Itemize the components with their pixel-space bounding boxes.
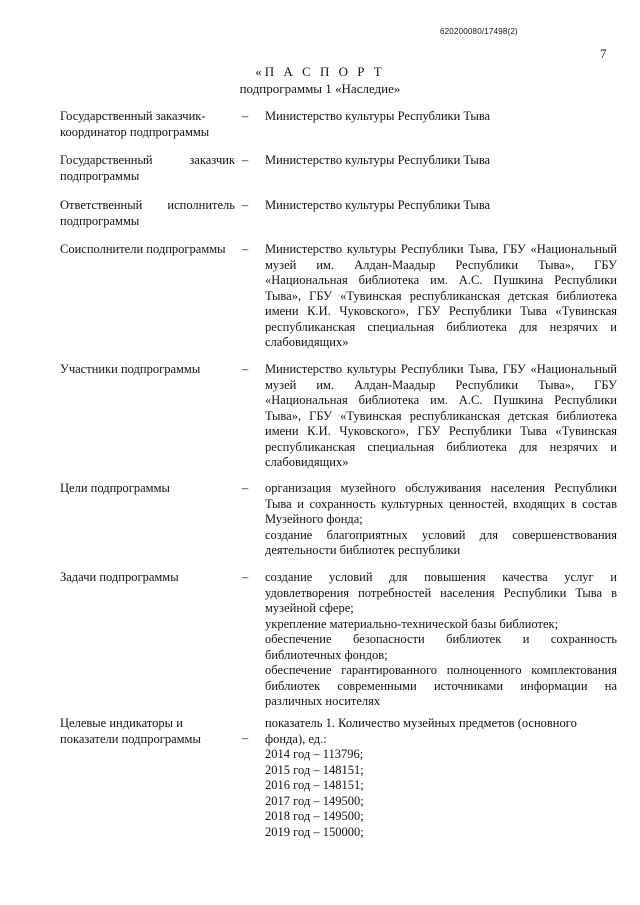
value-line: 2019 год – 150000; [265, 824, 364, 839]
row-dash: – [242, 198, 249, 212]
value-line: 2014 год – 113796; [265, 747, 364, 761]
row-label: Государственный заказчик подпрограммы [60, 153, 235, 183]
value-line: создание благоприятных условий для совершенствования деятельности библиотек республики [265, 527, 617, 557]
row-value [265, 153, 617, 169]
row-value [265, 481, 617, 559]
row-value [265, 716, 617, 840]
row-label: Государственный заказчик-координатор подпрограммы [60, 109, 210, 139]
value-line: 2015 год – 148151; [265, 762, 364, 777]
row-label: Ответственный исполнитель подпрограммы [60, 198, 235, 228]
passport-subtitle: подпрограммы 1 «Наследие» [239, 81, 401, 96]
row-dash: – [242, 570, 249, 584]
row-label: Соисполнители подпрограммы [60, 242, 226, 256]
row-dash: – [242, 731, 249, 745]
value-line: обеспечение безопасности библиотек и сохранность библиотечных фондов; [265, 632, 617, 662]
value-line: Министерство культуры Республики Тыва [265, 198, 491, 212]
row-value [265, 198, 617, 214]
row-value [265, 570, 617, 710]
value-line: обеспечение гарантированного полноценного комплектования библиотек современными источниками информации на различных носителях [265, 663, 617, 708]
doc-number: 620200080/17498(2) [440, 27, 518, 36]
value-line: 2016 год – 148151; [265, 778, 364, 792]
row-dash: – [242, 153, 249, 167]
row-value [265, 242, 617, 351]
value-line: Министерство культуры Республики Тыва [265, 109, 491, 123]
row-label: Участники подпрограммы [60, 362, 201, 376]
value-line: Министерство культуры Республики Тыва, ГБУ «Национальный музей им. Алдан-Маадыр Республики Тыва», ГБУ «Национальная библиотека им. А.С. Пушкина Республики Тыва», ГБУ «Тувинская республиканская детская библиотека имени К.И. Чуковского», ГБУ Республики Тыва «Тувинская республиканская специальная библиотека для незрячих и слабовидящих» [265, 242, 617, 349]
row-label: Задачи подпрограммы [60, 570, 179, 584]
row-value [265, 362, 617, 471]
value-line: Министерство культуры Республики Тыва, ГБУ «Национальный музей им. Алдан-Маадыр Республики Тыва», ГБУ «Национальная библиотека им. А.С. Пушкина Республики Тыва», ГБУ «Тувинская республиканская детская библиотека имени К.И. Чуковского», ГБУ Республики Тыва «Тувинская республиканская специальная библиотека для незрячих и слабовидящих» [265, 362, 617, 469]
value-line: Министерство культуры Республики Тыва [265, 153, 491, 167]
value-line: 2017 год – 149500; [265, 793, 364, 808]
row-label: Цели подпрограммы [60, 481, 170, 495]
value-line: показатель 1. Количество музейных предметов (основного фонда), ед.: [265, 716, 577, 746]
row-dash: – [242, 481, 249, 495]
value-line: укрепление материально-технической базы библиотек; [265, 616, 559, 631]
row-label: Целевые индикаторы и показатели подпрограммы [60, 716, 201, 746]
page-number: 7 [600, 46, 607, 61]
row-dash: – [242, 242, 249, 256]
value-line: 2018 год – 149500; [265, 809, 364, 823]
row-dash: – [242, 109, 249, 123]
value-line: создание условий для повышения качества услуг и удовлетворения потребностей населения Республики Тыва в музейной сфере; [265, 570, 617, 615]
row-dash: – [242, 362, 249, 376]
passport-title: «П А С П О Р Т [255, 64, 385, 79]
value-line: организация музейного обслуживания населения Республики Тыва и сохранность культурных ценностей, входящих в состав Музейного фонда; [265, 481, 617, 526]
row-value [265, 109, 617, 125]
